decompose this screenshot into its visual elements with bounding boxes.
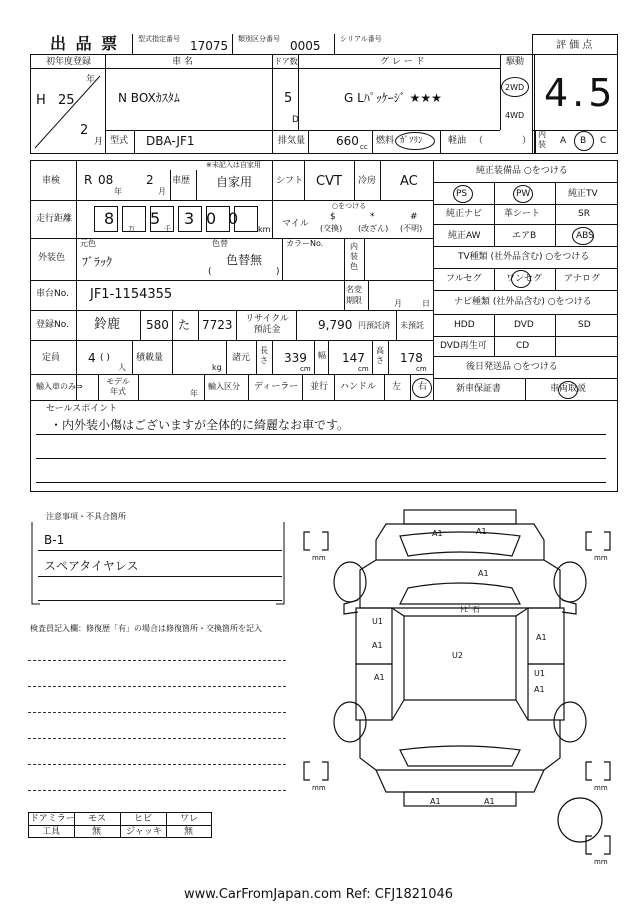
sales-label: セールスポイント xyxy=(46,404,118,414)
model-year-unit: 年 xyxy=(190,389,198,398)
mm-front-right: mm xyxy=(594,554,608,562)
tamper-sym: * xyxy=(370,212,375,222)
equip-leather: 革シート xyxy=(504,209,541,219)
chassis-label: 車台No. xyxy=(36,289,69,299)
ext-color: ﾌﾞﾗｯｸ xyxy=(82,255,113,269)
fuel-gasoline: ｶﾞｿﾘﾝ xyxy=(400,136,423,146)
after-title: 後日発送品 ○をつける xyxy=(466,362,558,372)
model-type-label: 型式 xyxy=(110,136,129,146)
first-reg-label: 初年度登録 xyxy=(46,57,92,67)
model-type: DBA-JF1 xyxy=(146,134,195,148)
model-no: 17075 xyxy=(190,39,229,53)
mark-left-front-fender-top: U1 xyxy=(372,617,383,626)
mileage-sen: 千 xyxy=(164,225,171,233)
capacity-value: 4 xyxy=(88,351,96,365)
import-class-label: 輸入区分 xyxy=(208,382,240,391)
equip-abs: ABS xyxy=(576,231,594,241)
load-kg: kg xyxy=(212,363,222,372)
capacity-paren: ( ) xyxy=(100,353,110,363)
fuel-other-open: （ xyxy=(474,136,484,146)
equip-airbag: エアB xyxy=(512,231,537,241)
plate-kana: た xyxy=(178,318,191,332)
mark-rear-bumper-left: A1 xyxy=(430,797,441,806)
int-color-label: 内装色 xyxy=(350,242,358,271)
car-name-label: 車 名 xyxy=(172,57,193,67)
swap-label: (交換) xyxy=(320,224,343,233)
capacity-unit: 人 xyxy=(118,363,126,372)
tamper-label: (改ざん) xyxy=(358,224,389,233)
shaken-label: 車検 xyxy=(42,176,61,186)
mm-front-left: mm xyxy=(312,554,326,562)
shaken-month: 2 xyxy=(146,173,154,187)
door-type: D xyxy=(292,115,299,125)
shift-value: CVT xyxy=(316,174,342,189)
tv-fullseg: フルセグ xyxy=(446,274,482,284)
navi-title: ナビ種類 (社外品含む) ○をつける xyxy=(454,297,592,307)
mileage-digit-5: 0 xyxy=(228,209,239,228)
first-reg-era: H xyxy=(36,93,46,108)
length-cm: cm xyxy=(300,365,311,373)
interior-label: 内装 xyxy=(538,130,546,149)
use-value: 自家用 xyxy=(216,175,253,189)
capacity-label: 定員 xyxy=(42,353,61,363)
inspector-label: 検査員記入欄：修復歴「有」の場合は修復箇所・交換箇所を記入 xyxy=(30,624,262,633)
name-change-label: 名変期限 xyxy=(346,285,362,305)
shaken-year-unit: 年 xyxy=(114,187,122,196)
handle-right: 右 xyxy=(418,382,428,392)
mirror-crack: ヒビ xyxy=(134,814,153,824)
unknown-label: (不明) xyxy=(400,224,423,233)
drive-4wd: 4WD xyxy=(505,111,525,120)
height-cm: cm xyxy=(416,365,427,373)
orig-color-label: 元色 xyxy=(80,239,96,248)
displacement: 660 xyxy=(336,134,359,148)
navi-sd: SD xyxy=(578,320,591,330)
after-warranty: 新車保証書 xyxy=(456,384,502,394)
equip-navi: 純正ナビ xyxy=(446,209,483,219)
tools-value: 無 xyxy=(92,827,102,837)
mileage-digit-3: 3 xyxy=(184,209,195,228)
after-manual: 車両取説 xyxy=(550,384,587,394)
mm-rear-right: mm xyxy=(594,784,608,792)
score-value: 4.5 xyxy=(544,71,617,115)
color-change-label: 色替 xyxy=(212,239,228,248)
equip-tv: 純正TV xyxy=(568,189,598,199)
tv-title: TV種類 (社外品含む) ○をつける xyxy=(458,252,590,262)
recycle-not: 未預託 xyxy=(400,321,424,330)
equip-aw: 純正AW xyxy=(448,231,481,241)
color-paren-close: ) xyxy=(276,267,280,277)
equip-ps: PS xyxy=(456,189,468,199)
drive-2wd: 2WD xyxy=(505,83,525,92)
sales-text: ・内外装小傷はございますが全体的に綺麗なお車です。 xyxy=(50,418,350,432)
mileage-opts-title: ○をつける xyxy=(332,202,367,210)
model-no-label: 型式指定番号 xyxy=(138,35,180,43)
dealer-option: ディーラー xyxy=(254,382,299,392)
score-label: 評 価 点 xyxy=(556,40,593,51)
color-paren-open: ( xyxy=(208,267,212,277)
genuine-title: 純正装備品 ○をつける xyxy=(476,166,568,176)
recycle-unit: 円預託済 xyxy=(358,321,390,330)
dims-label: 諸元 xyxy=(232,353,251,363)
shaken-era: R xyxy=(84,173,93,187)
model-year-label: モデル年式 xyxy=(106,377,130,396)
equip-pw: PW xyxy=(516,189,531,199)
plate-number: 7723 xyxy=(202,318,233,332)
jack-value: 無 xyxy=(184,827,194,837)
mark-left-rear-door: A1 xyxy=(374,673,385,682)
note-line-2: スペアタイヤレス xyxy=(44,559,139,573)
mark-windshield: ﾄﾋﾞ石 xyxy=(460,605,480,614)
mark-right-rear-door-top: U1 xyxy=(534,669,545,678)
first-reg-year: 25 xyxy=(58,93,75,108)
mileage-man: 万 xyxy=(128,225,135,233)
doors: 5 xyxy=(284,91,293,106)
unknown-sym: # xyxy=(410,212,418,222)
load-label: 積載量 xyxy=(136,353,164,363)
drive-label: 駆動 xyxy=(506,57,525,67)
notes-label: 注意事項・不具合箇所 xyxy=(46,512,126,521)
mirror-break: ワレ xyxy=(180,814,199,824)
handle-left: 左 xyxy=(392,382,402,392)
footer-ref: www.CarFromJapan.com Ref: CFJ1821046 xyxy=(184,887,454,902)
class-no: 0005 xyxy=(290,39,321,53)
jack-label: ジャッキ xyxy=(126,827,162,837)
grade: G Lﾊﾟｯｹｰｼﾞ ★★★ xyxy=(344,91,442,105)
shift-label: シフト xyxy=(276,176,304,186)
ac-label: 冷房 xyxy=(358,176,377,186)
tv-analog: アナログ xyxy=(564,274,601,284)
parallel-option: 並行 xyxy=(310,382,329,392)
length-label: 長さ xyxy=(260,346,268,365)
plate-area: 鈴鹿 xyxy=(94,317,121,332)
import-label: 輸入車のみ⇒ xyxy=(36,382,83,391)
tv-oneseg: ワンセグ xyxy=(506,274,543,284)
height-value: 178 xyxy=(400,351,423,365)
plate-label: 登録No. xyxy=(36,320,69,330)
fuel-label: 燃料 xyxy=(376,136,395,146)
mile-label: マイル xyxy=(282,219,309,229)
ac-value: AC xyxy=(400,174,418,189)
use-note: ※未記入は自家用 xyxy=(206,161,261,169)
navi-cd: CD xyxy=(516,341,530,351)
ext-color-label: 外装色 xyxy=(38,253,66,263)
navi-dvd: DVD xyxy=(514,320,534,330)
mark-right-front-door: A1 xyxy=(536,633,547,642)
mark-front-bumper-right: A1 xyxy=(476,527,487,536)
shaken-month-unit: 月 xyxy=(158,187,166,196)
recycle-value: 9,790 xyxy=(318,318,353,332)
mm-rear-left: mm xyxy=(312,784,326,792)
mileage-digit-4: 0 xyxy=(206,209,217,228)
cc-unit: cc xyxy=(360,143,368,151)
doors-label: ドア数 xyxy=(274,57,298,66)
equip-sr: SR xyxy=(578,209,590,219)
fuel-diesel: 軽油 xyxy=(448,136,467,146)
use-label: 車歴 xyxy=(172,176,191,186)
mark-left-front-door: A1 xyxy=(372,641,383,650)
mark-roof: U2 xyxy=(452,651,463,660)
month-unit: 月 xyxy=(94,137,104,147)
width-value: 147 xyxy=(342,351,365,365)
mirror-moss: モス xyxy=(88,814,107,824)
width-label: 幅 xyxy=(318,351,326,360)
recycle-label: リサイクル預託金 xyxy=(245,314,289,335)
mark-hood: A1 xyxy=(478,569,489,578)
mileage-digit-1: 8 xyxy=(104,209,115,228)
mileage-digit-2: 5 xyxy=(150,209,161,228)
name-change-month: 月 xyxy=(394,299,402,308)
class-no-label: 類別区分番号 xyxy=(238,35,280,43)
handle-label: ハンドル xyxy=(340,382,377,392)
color-change: 色替無 xyxy=(226,253,263,267)
navi-hdd: HDD xyxy=(454,320,475,330)
first-reg-month: 2 xyxy=(80,123,89,138)
mark-right-rear-door: A1 xyxy=(534,685,545,694)
car-damage-diagram xyxy=(300,500,620,870)
grade-label: グ レ ー ド xyxy=(380,57,425,67)
swap-sym: $ xyxy=(330,212,336,222)
mileage-km: km xyxy=(258,225,271,234)
interior-a: A xyxy=(560,136,567,146)
plate-class: 580 xyxy=(146,318,169,332)
year-unit: 年 xyxy=(86,75,96,85)
sheet-title: 出 品 票 xyxy=(50,34,120,53)
shaken-year: 08 xyxy=(98,173,114,187)
serial-label: シリアル番号 xyxy=(340,35,382,43)
chassis-value: JF1-1154355 xyxy=(90,287,173,302)
mm-spare: mm xyxy=(594,858,608,866)
fuel-other-close: ） xyxy=(522,136,532,146)
mark-front-bumper-left: A1 xyxy=(432,529,443,538)
mirror-label: ドアミラー xyxy=(30,814,75,824)
interior-b: B xyxy=(580,136,587,146)
note-line-1: B-1 xyxy=(44,533,65,547)
mileage-label: 走行距離 xyxy=(36,214,73,224)
width-cm: cm xyxy=(358,365,369,373)
mark-rear-bumper-right: A1 xyxy=(484,797,495,806)
height-label: 高さ xyxy=(376,346,384,365)
color-no-label: カラーNo. xyxy=(286,239,324,248)
name-change-day: 日 xyxy=(422,299,430,308)
car-name: N BOXｶｽﾀﾑ xyxy=(118,91,180,105)
navi-dvd-play: DVD再生可 xyxy=(440,341,487,351)
interior-c: C xyxy=(600,136,607,146)
displacement-label: 排気量 xyxy=(278,136,306,146)
tools-label: 工具 xyxy=(42,827,61,837)
length-value: 339 xyxy=(284,351,307,365)
